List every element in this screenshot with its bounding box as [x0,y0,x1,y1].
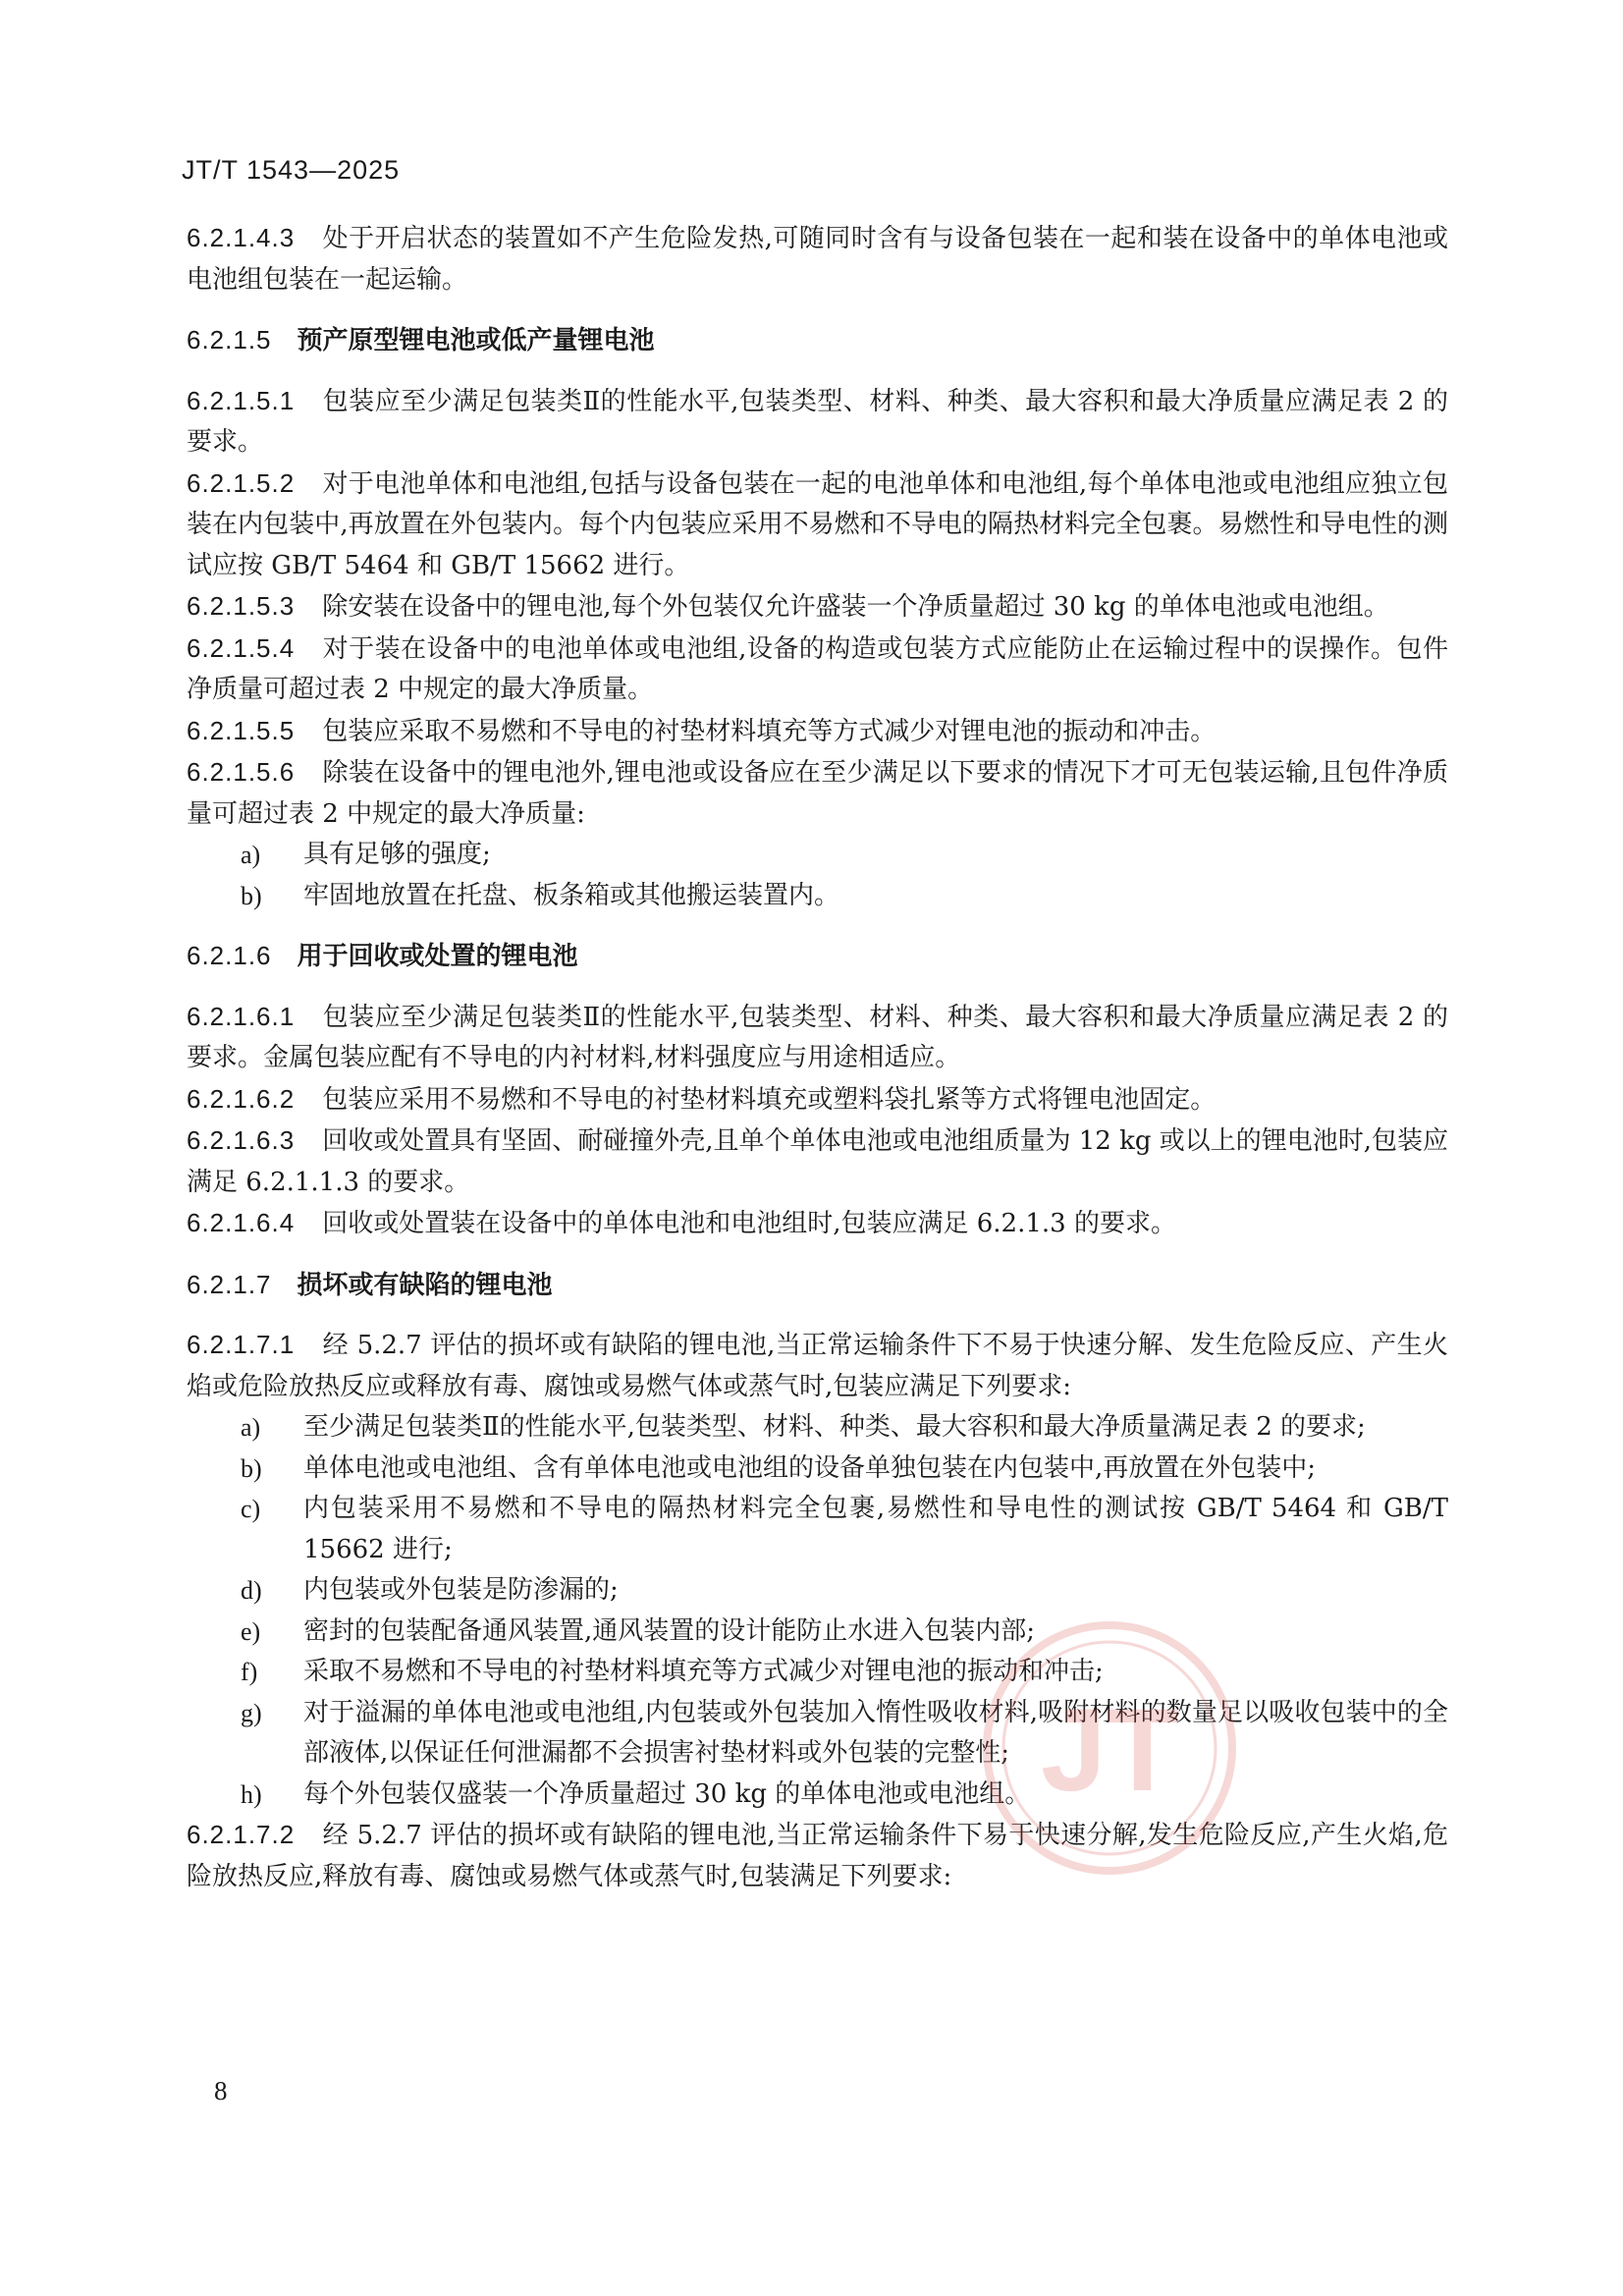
list-item-marker: a) [241,841,261,869]
clause-paragraph [187,218,1448,301]
list-item [187,1652,1448,1693]
clause-paragraph [187,1325,1448,1407]
clause-paragraph [187,586,1448,629]
clause-number: 6.2.1.5.2 [187,467,296,498]
list-item-text: 至少满足包装类Ⅱ的性能水平,包装类型、材料、种类、最大容积和最大净质量满足表 2 的要求; [303,1412,1366,1442]
clause-paragraph [187,752,1448,835]
list-item [187,1693,1448,1775]
clause-paragraph [187,629,1448,711]
section-title: 预产原型锂电池或低产量锂电池 [297,326,655,355]
clause-number: 6.2.1.5.4 [187,632,296,663]
clause-paragraph [187,464,1448,587]
page-number: 8 [214,2076,228,2105]
clause-number: 6.2.1.5.6 [187,757,296,787]
list-item-text: 内包装或外包装是防渗漏的; [303,1575,619,1605]
list-item-marker: a) [241,1413,261,1442]
list-item-marker: f) [241,1658,258,1686]
document-code-header: JT/T 1543—2025 [182,155,401,185]
clause-paragraph [187,381,1448,464]
section-heading [187,320,1448,362]
list-item-marker: b) [241,881,262,910]
clause-number: 6.2.1.6.1 [187,1001,296,1031]
clause-number: 6.2.1.5.3 [187,591,296,621]
list-item-text: 内包装采用不易燃和不导电的隔热材料完全包裹,易燃性和导电性的测试按 GB/T 5464 和 GB/T 15662 进行; [303,1494,1448,1564]
list-item [187,1612,1448,1653]
clause-number: 6.2.1.5.1 [187,385,296,415]
list-item-text: 单体电池或电池组、含有单体电池或电池组的设备单独包装在内包装中,再放置在外包装中; [303,1452,1317,1483]
list-item-marker: d) [241,1576,262,1605]
clause-text: 包装应采用不易燃和不导电的衬垫材料填充或塑料袋扎紧等方式将锂电池固定。 [322,1084,1217,1115]
clause-paragraph [187,1121,1448,1203]
clause-number: 6.2.1.7.1 [187,1330,296,1359]
clause-text: 包装应至少满足包装类Ⅱ的性能水平,包装类型、材料、种类、最大容积和最大净质量应满足表 2 的要求。 [187,386,1448,457]
clause-paragraph [187,1203,1448,1245]
clause-text: 包装应至少满足包装类Ⅱ的性能水平,包装类型、材料、种类、最大容积和最大净质量应满足表 2 的要求。金属包装应配有不导电的内衬材料,材料强度应与用途相适应。 [187,1002,1448,1072]
section-number: 6.2.1.6 [187,941,272,970]
section-title: 损坏或有缺陷的锂电池 [297,1270,553,1300]
clause-number: 6.2.1.6.4 [187,1208,296,1237]
list-item-marker: b) [241,1453,262,1483]
list-item-text: 每个外包装仅盛装一个净质量超过 30 kg 的单体电池或电池组。 [303,1778,1031,1809]
clause-text: 对于电池单体和电池组,包括与设备包装在一起的电池单体和电池组,每个单体电池或电池组应独立包装在内包装中,再放置在外包装内。每个内包装应采用不易燃和不导电的隔热材料完全包裹。易燃性和导电性的测试应按 GB/T 5464 和 GB/T 15662 进行。 [187,468,1448,580]
list-item [187,1449,1448,1490]
clause-text: 经 5.2.7 评估的损坏或有缺陷的锂电池,当正常运输条件下不易于快速分解、发生危险反应、产生火焰或危险放热反应或释放有毒、腐蚀或易燃气体或蒸气时,包装应满足下列要求: [187,1331,1448,1401]
list-item-marker: e) [241,1616,261,1646]
list-item-text: 对于溢漏的单体电池或电池组,内包装或外包装加入惰性吸收材料,吸附材料的数量足以吸收包装中的全部液体,以保证任何泄漏都不会损害衬垫材料或外包装的完整性; [303,1697,1448,1768]
section-heading [187,1265,1448,1307]
clause-paragraph [187,711,1448,753]
clause-paragraph [187,997,1448,1079]
jt-seal-stamp [977,1615,1242,1881]
list-item-marker: c) [241,1495,261,1523]
list-item [187,835,1448,876]
clause-text: 除安装在设备中的锂电池,每个外包装仅允许盛装一个净质量超过 30 kg 的单体电池或电池组。 [322,592,1389,622]
clause-text: 回收或处置装在设备中的单体电池和电池组时,包装应满足 6.2.1.3 的要求。 [322,1209,1176,1238]
clause-number: 6.2.1.4.3 [187,223,296,252]
list-item [187,1775,1448,1816]
list-item [187,1570,1448,1612]
list-item-text: 密封的包装配备通风装置,通风装置的设计能防止水进入包装内部; [303,1615,1036,1646]
clause-text: 经 5.2.7 评估的损坏或有缺陷的锂电池,当正常运输条件下易于快速分解,发生危险反应,产生火焰,危险放热反应,释放有毒、腐蚀或易燃气体或蒸气时,包装满足下列要求: [187,1821,1448,1891]
section-heading [187,936,1448,978]
clause-text: 回收或处置具有坚固、耐碰撞外壳,且单个单体电池或电池组质量为 12 kg 或以上的锂电池时,包装应满足 6.2.1.1.3 的要求。 [187,1126,1449,1197]
list-item [187,1489,1448,1570]
list-item-marker: g) [241,1698,262,1727]
clause-number: 6.2.1.5.5 [187,715,296,745]
clause-number: 6.2.1.6.3 [187,1125,296,1155]
clause-text: 包装应采取不易燃和不导电的衬垫材料填充等方式减少对锂电池的振动和冲击。 [322,716,1217,746]
list-item-text: 采取不易燃和不导电的衬垫材料填充等方式减少对锂电池的振动和冲击; [303,1657,1104,1686]
list-item-marker: h) [241,1779,262,1809]
document-body [187,218,1448,1897]
list-item [187,876,1448,917]
clause-text: 处于开启状态的装置如不产生危险发热,可随同时含有与设备包装在一起和装在设备中的单体电池或电池组包装在一起运输。 [187,224,1448,295]
list-item-text: 牢固地放置在托盘、板条箱或其他搬运装置内。 [303,880,840,910]
clause-number: 6.2.1.6.2 [187,1083,296,1114]
clause-paragraph [187,1815,1448,1897]
clause-text: 对于装在设备中的电池单体或电池组,设备的构造或包装方式应能防止在运输过程中的误操作。包件净质量可超过表 2 中规定的最大净质量。 [187,633,1448,704]
requirement-list [187,1407,1448,1815]
section-number: 6.2.1.7 [187,1269,272,1299]
clause-text: 除装在设备中的锂电池外,锂电池或设备应在至少满足以下要求的情况下才可无包装运输,且包件净质量可超过表 2 中规定的最大净质量: [187,758,1448,829]
requirement-list [187,835,1448,916]
section-number: 6.2.1.5 [187,325,272,355]
svg-text:JT: JT [1040,1684,1179,1816]
clause-paragraph [187,1079,1448,1121]
list-item [187,1407,1448,1449]
clause-number: 6.2.1.7.2 [187,1820,296,1849]
list-item-text: 具有足够的强度; [303,840,491,869]
section-title: 用于回收或处置的锂电池 [297,942,578,971]
